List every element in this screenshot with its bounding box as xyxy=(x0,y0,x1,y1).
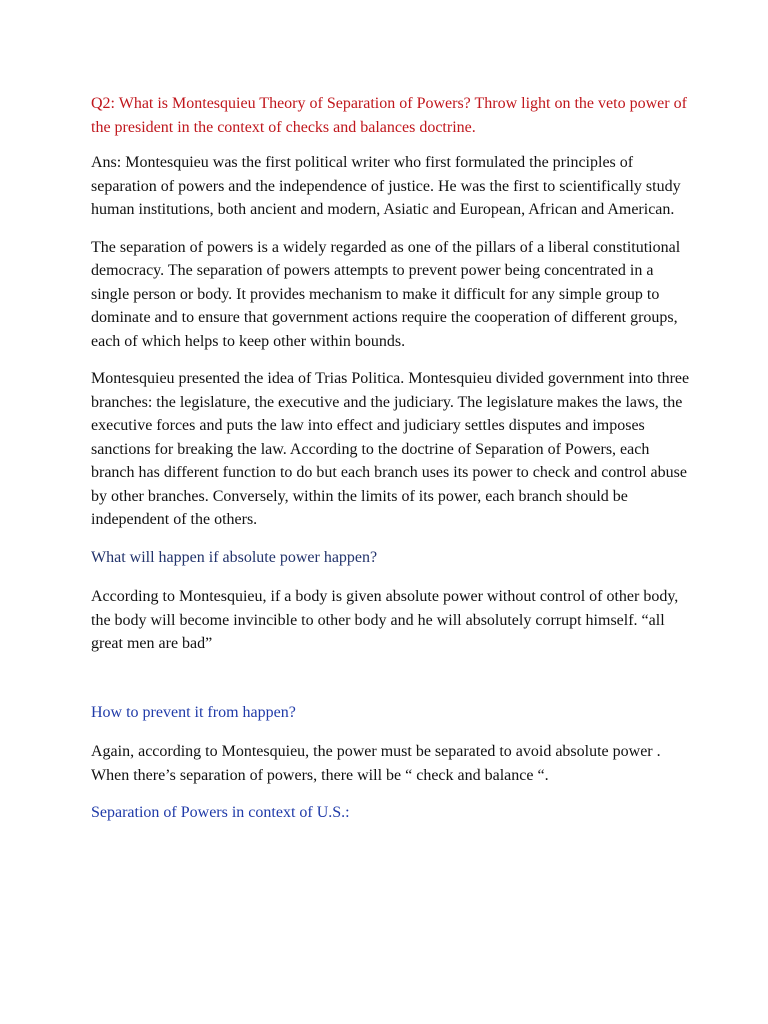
question-title: Q2: What is Montesquieu Theory of Separation of Powers? Throw light on the veto power of the president in the context of checks and balances doctrine. xyxy=(91,95,687,136)
prevent-heading: How to prevent it from happen? xyxy=(91,703,296,721)
absolute-power-heading: What will happen if absolute power happen? xyxy=(91,548,378,566)
document-body xyxy=(91,92,691,825)
separation-of-powers-paragraph: The separation of powers is a widely regarded as one of the pillars of a liberal constitutional democracy. The separation of powers attempts to prevent power being concentrated in a single person or body. It provides mechanism to make it difficult for any simple group to dominate and to ensure that government actions require the cooperation of different groups, each of which helps to keep other within bounds. xyxy=(91,238,681,350)
prevent-paragraph: Again, according to Montesquieu, the power must be separated to avoid absolute power . When there’s separation of powers, there will be “ check and balance “. xyxy=(91,743,661,784)
trias-politica-paragraph: Montesquieu presented the idea of Trias Politica. Montesquieu divided government into three branches: the legislature, the executive and the judiciary. The legislature makes the laws, the executive forces and puts the law into effect and judiciary settles disputes and imposes sanctions for breaking the law. According to the doctrine of Separation of Powers, each branch has different function to do but each branch uses its power to check and control abuse by other branches. Conversely, within the limits of its power, each branch should be independent of the others. xyxy=(91,370,690,528)
answer-intro-paragraph: Ans: Montesquieu was the first political writer who first formulated the principles of separation of powers and the independence of justice. He was the first to scientifically study human institutions, both ancient and modern, Asiatic and European, African and American. xyxy=(91,154,681,218)
absolute-power-paragraph: According to Montesquieu, if a body is given absolute power without control of other body, the body will become invincible to other body and he will absolutely corrupt himself. “all great men are bad” xyxy=(91,588,679,652)
us-context-heading: Separation of Powers in context of U.S.: xyxy=(91,804,350,821)
